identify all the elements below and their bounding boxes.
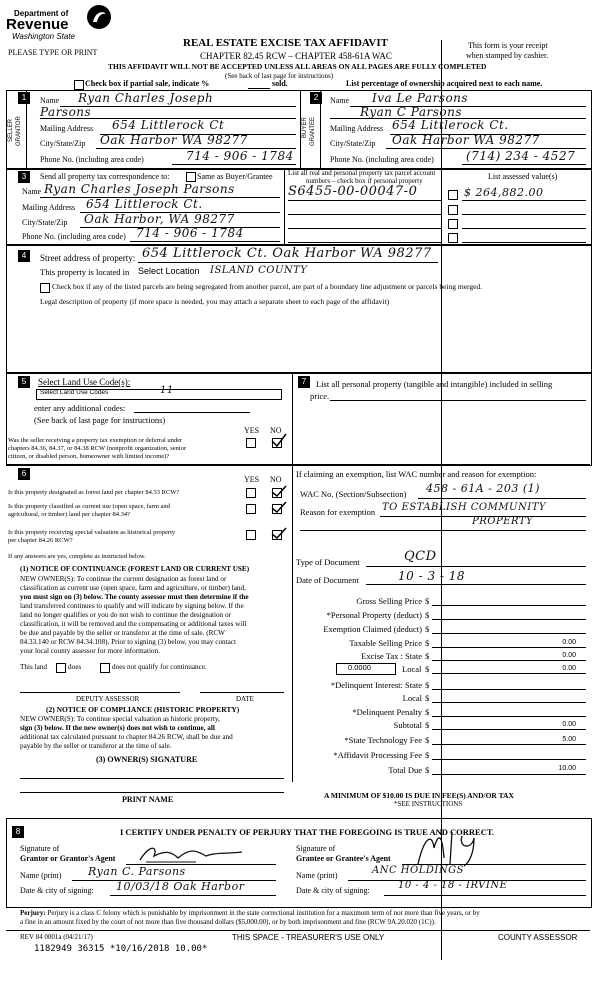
exemption-deduct-line — [432, 633, 586, 634]
affidavit-fee-label: *Affidavit Processing Fee — [333, 750, 422, 760]
parcel-personal-checkbox-4[interactable] — [448, 233, 458, 243]
assessed-line-2 — [462, 214, 586, 215]
grantor-signature[interactable] — [136, 842, 246, 866]
section-6-number: 6 — [18, 468, 30, 480]
current-use-question-1: Is this property classified as current use (open space, farm and — [8, 503, 170, 510]
owner-signature-label: (3) OWNER(S) SIGNATURE — [96, 755, 198, 764]
parcel-line-1 — [288, 200, 442, 201]
doc-type-label: Type of Document — [296, 557, 360, 567]
land-use-no: NO — [270, 426, 282, 435]
subtotal-line — [432, 729, 586, 730]
treasurer-use: THIS SPACE - TREASURER'S USE ONLY — [232, 933, 385, 942]
grantor-date-line — [110, 895, 276, 896]
buyer-phone[interactable]: (714) 234 - 4527 — [466, 149, 576, 163]
list-percentage-note: List percentage of ownership acquired next to each name. — [346, 79, 543, 88]
section-3-number: 3 — [18, 171, 30, 183]
deputy-assessor-label: DEPUTY ASSESSOR — [76, 695, 140, 703]
personal-deduct-line — [432, 619, 586, 620]
exemption-deduct-label: Exemption Claimed (deduct) — [323, 624, 422, 634]
notice-continuance-6: classification, it will be removed and the compensating or additional taxes will — [20, 620, 247, 628]
delinquent-penalty-label: *Delinquent Penalty — [352, 707, 422, 717]
agency-logo-text: Revenue — [6, 16, 69, 33]
notice-continuance-4: land transferred continues to qualify and will indicate by signing below. If the — [20, 602, 244, 610]
delinquent-interest-label: *Delinquent Interest: State — [330, 680, 422, 690]
section-1-number: 1 — [18, 92, 30, 104]
gross-line — [432, 605, 586, 606]
agency-line-3: Washington State — [12, 32, 76, 41]
grantee-date-label: Date & city of signing: — [296, 886, 370, 895]
grantee-sig-label-1: Signature of — [296, 844, 336, 853]
grantor-name[interactable]: Ryan C. Parsons — [88, 865, 186, 878]
left-right-divider — [292, 372, 293, 782]
receipt-note-1: This form is your receipt — [468, 41, 548, 50]
seller-city[interactable]: Oak Harbor WA 98277 — [100, 133, 248, 147]
notice-continuance-8: 84.33.140 or RCW 84.34.108). Prior to signing (3) below, you may contact — [20, 638, 236, 646]
buyer-address-label: Mailing Address — [330, 124, 384, 133]
section-5-number: 5 — [18, 376, 30, 388]
legal-description-area[interactable] — [40, 310, 580, 366]
seller-name-line-1 — [60, 106, 296, 107]
street-label: Street address of property: — [40, 253, 136, 263]
parcel-personal-checkbox-1[interactable] — [448, 190, 458, 200]
assessor-date-label: DATE — [236, 695, 254, 703]
doc-date[interactable]: 10 - 3 - 18 — [398, 569, 466, 583]
receipt-note-2: when stamped by cashier. — [466, 51, 549, 60]
see-back-instructions: (See back of last page for instructions) — [225, 72, 334, 80]
grantee-name-label: Name (print) — [296, 871, 338, 880]
gross-dollar: $ — [425, 596, 430, 606]
seller-city-label: City/State/Zip — [40, 139, 86, 148]
land-use-dropdown-label: Select Land Use Codes — [40, 389, 109, 396]
deputy-assessor-line[interactable] — [20, 692, 180, 693]
doc-date-label: Date of Document — [296, 575, 359, 585]
doc-date-line — [366, 584, 586, 585]
excise-local-line — [432, 673, 586, 674]
notice-continuance-1: NEW OWNER(S): To continue the current designation as forest land or — [20, 575, 227, 583]
grantee-name[interactable]: ANC HOLDINGS — [372, 865, 464, 876]
wac-number[interactable]: 458 - 61A - 203 (1) — [426, 482, 540, 495]
delinquent-local-dollar: $ — [425, 693, 430, 703]
notice-continuance-9: your local county assessor for more information. — [20, 647, 160, 655]
personal-deduct-dollar: $ — [425, 610, 430, 620]
seller-phone-line — [172, 164, 296, 165]
same-as-buyer-label: Same as Buyer/Grantee — [197, 172, 273, 181]
doc-type-line — [366, 566, 586, 567]
notice-continuance-5: land no longer qualifies or you do not wish to continue the designation or — [20, 611, 231, 619]
corr-name[interactable]: Ryan Charles Joseph Parsons — [44, 182, 235, 196]
forest-land-question: Is this property designated as forest land per chapter 84.33 RCW? — [8, 489, 180, 496]
assessed-value[interactable]: $ 264,882.00 — [464, 186, 544, 199]
segregated-label: Check box if any of the listed parcels are being segregated from another parcel, are part of a boundary line adjustment or parcels being merged. — [52, 282, 483, 291]
current-use-yes-checkbox[interactable] — [246, 504, 256, 514]
agency-logo-icon — [86, 4, 112, 30]
see-instructions-note: *SEE INSTRUCTIONS — [394, 800, 463, 808]
corr-phone-line — [130, 241, 280, 242]
assessed-line-1 — [462, 200, 586, 201]
segregated-checkbox[interactable] — [40, 283, 50, 293]
personal-property-line-1: List all personal property (tangible and intangible) included in selling — [316, 379, 553, 389]
excise-state-line — [432, 660, 586, 661]
land-does-checkbox[interactable] — [56, 663, 66, 673]
seller-name-label: Name — [40, 96, 60, 105]
buyer-name-2[interactable]: Ryan C Parsons — [360, 105, 462, 119]
agency-line-1: Department of — [14, 9, 69, 18]
parcel-number[interactable]: S6455-00-00047-0 — [288, 184, 418, 199]
subtotal-value[interactable]: 0.00 — [562, 721, 576, 728]
exemption-claim-label: If claiming an exemption, list WAC number and reason for exemption: — [296, 469, 537, 479]
print-name-label: PRINT NAME — [122, 795, 174, 804]
exemption-question-2: chapters 84.36, 84.37, or 84.38 RCW (nonprofit organization, senior — [8, 445, 187, 452]
buyer-city[interactable]: Oak Harbor WA 98277 — [392, 133, 540, 147]
additional-codes-label: enter any additional codes: — [34, 403, 126, 413]
legal-description-label: Legal description of property (if more space is needed, you may attach a separate sheet to each page of the affidavit) — [40, 297, 390, 306]
notice-compliance-4: payable by the seller or transferor at the time of sale. — [20, 742, 172, 750]
tech-fee-line — [432, 744, 586, 745]
owner-signature-line[interactable] — [20, 778, 284, 779]
form-chapter: CHAPTER 82.45 RCW – CHAPTER 458-61A WAC — [200, 51, 392, 61]
this-land-label: This land — [20, 663, 47, 671]
seller-side-label: SELLER — [8, 118, 14, 142]
seller-address[interactable]: 654 Littlerock Ct — [112, 118, 225, 132]
section-7-number: 7 — [298, 376, 310, 388]
delinquent-penalty-line[interactable] — [432, 716, 586, 717]
grantor-sig-label-1: Signature of — [20, 844, 60, 853]
street-line — [138, 262, 438, 263]
local-rate-value: 0.0000 — [348, 663, 371, 672]
buyer-address[interactable]: 654 Littlerock Ct. — [392, 118, 509, 132]
excise-state-label: Excise Tax : State — [361, 651, 422, 661]
grantor-side-label: GRANTOR — [16, 116, 22, 146]
notice-compliance-2: sign (3) below. If the new owner(s) does not wish to continue, all — [20, 724, 215, 732]
notice-compliance-3: additional tax calculated pursuant to chapter 84.26 RCW, shall be due and — [20, 733, 233, 741]
land-use-yes: YES — [244, 426, 260, 435]
forest-yes-checkbox[interactable] — [246, 488, 256, 498]
buyer-city-label: City/State/Zip — [330, 139, 376, 148]
corr-city-label: City/State/Zip — [22, 218, 68, 227]
please-type: PLEASE TYPE OR PRINT — [8, 48, 98, 57]
corr-address-label: Mailing Address — [22, 203, 76, 212]
excise-local-value[interactable]: 0.00 — [562, 665, 576, 672]
parcel-header-2: numbers – check box if personal property — [306, 177, 423, 185]
corr-city[interactable]: Oak Harbor, WA 98277 — [84, 212, 235, 226]
exemption-no-check-icon — [270, 432, 288, 450]
excise-local-label: Local — [402, 664, 422, 674]
current-use-question-2: agricultural, or timber) land per chapter 84.34? — [8, 511, 131, 518]
assessed-line-3 — [462, 228, 586, 229]
buyer-phone-label: Phone No. (including area code) — [330, 155, 434, 164]
notice-continuance-2: classification as current use (open space, farm and agriculture, or timber) land, — [20, 584, 246, 592]
delinquent-local-label: Local — [402, 693, 422, 703]
tech-fee-dollar: $ — [425, 735, 430, 745]
if-yes-note: If any answers are yes, complete as instructed below. — [8, 553, 146, 560]
seller-phone-label: Phone No. (including area code) — [40, 155, 144, 164]
notice-continuance-3: you must sign on (3) below. The county assessor must then determine if the — [20, 593, 249, 601]
doc-type[interactable]: QCD — [404, 549, 437, 564]
grantee-date-line — [384, 895, 586, 896]
section-3-divider — [284, 168, 285, 244]
historic-yes-checkbox[interactable] — [246, 530, 256, 540]
parcel-line-2 — [288, 214, 442, 215]
subtotal-label: Subtotal — [393, 720, 422, 730]
notice-continuance-7: be due and payable by the seller or transferor at the time of sale. (RCW — [20, 629, 225, 637]
historic-question-2: per chapter 84.26 RCW? — [8, 537, 73, 544]
buyer-phone-line — [462, 164, 586, 165]
located-label: This property is located in — [40, 267, 130, 277]
land-does-not-label: does not qualify for continuance. — [112, 663, 207, 671]
taxable-label: Taxable Selling Price — [349, 638, 422, 648]
grantor-name-label: Name (print) — [20, 871, 62, 880]
corr-address[interactable]: 654 Littlerock Ct. — [86, 197, 203, 211]
delinquent-interest-line[interactable] — [432, 689, 586, 690]
land-does-label: does — [68, 663, 82, 671]
perjury-text-1: Perjury is a class C felony which is punishable by imprisonment in the state correctional institution for a maximum term of not more than five years, or by — [45, 909, 480, 917]
form-title: REAL ESTATE EXCISE TAX AFFIDAVIT — [183, 37, 388, 49]
notice-continuance-title: (1) NOTICE OF CONTINUANCE (FOREST LAND OR CURRENT USE) — [20, 565, 250, 573]
partial-sale-label: Check box if partial sale, indicate % — [85, 79, 210, 88]
grantee-signature[interactable] — [412, 828, 492, 868]
grantee-date[interactable]: 10 - 4 - 18 - IRVINE — [398, 880, 508, 891]
section-8-number: 8 — [12, 826, 24, 838]
exemption-question-3: citizen, or disabled person, homeowner with limited income)? — [8, 453, 170, 460]
property-street[interactable]: 654 Littlerock Ct. Oak Harbor WA 98277 — [142, 246, 432, 261]
notice-compliance-title: (2) NOTICE OF COMPLIANCE (HISTORIC PROPERTY) — [46, 705, 240, 714]
reason-line-1[interactable]: TO ESTABLISH COMMUNITY — [382, 502, 546, 513]
grantee-side-label: GRANTEE — [310, 116, 316, 146]
personal-property-line-2: price. — [310, 391, 330, 401]
section-6-yes: YES — [244, 475, 260, 484]
historic-no-check-icon — [270, 526, 288, 542]
seller-name-1[interactable]: Ryan Charles Joseph — [78, 91, 214, 105]
gross-label: Gross Selling Price — [356, 596, 422, 606]
section-6-no: NO — [270, 475, 282, 484]
land-use-code[interactable]: 11 — [160, 385, 174, 396]
perjury-text-2: a fine in an amount fixed by the court of not more than five thousand dollars ($5,000.00), or by both imprisonment and fine (RCW 9A.20.020 (1C)). — [20, 918, 436, 926]
total-due-label: Total Due — [388, 765, 422, 775]
wac-line — [418, 498, 586, 499]
seller-phone[interactable]: 714 - 906 - 1784 — [186, 149, 294, 163]
minimum-due-note: A MINIMUM OF $10.00 IS DUE IN FEE(S) AND/OR TAX — [324, 791, 514, 800]
affidavit-fee-dollar: $ — [425, 750, 430, 760]
section-2-number: 2 — [310, 92, 322, 104]
total-due-dollar: $ — [425, 765, 430, 775]
owner-print-line[interactable] — [20, 792, 284, 793]
excise-local-dollar: $ — [425, 664, 430, 674]
county-assessor: COUNTY ASSESSOR — [498, 933, 578, 942]
reason-line-extra — [300, 530, 586, 531]
affidavit-fee-line — [432, 759, 586, 760]
seller-name-2[interactable]: Parsons — [40, 105, 92, 119]
section-4-number: 4 — [18, 250, 30, 262]
tech-fee-value[interactable]: 5.00 — [562, 736, 576, 743]
taxable-value[interactable]: 0.00 — [562, 639, 576, 646]
reason-label: Reason for exemption — [300, 507, 376, 517]
send-correspondence-label: Send all property tax correspondence to: — [40, 172, 170, 181]
land-does-not-checkbox[interactable] — [100, 663, 110, 673]
current-use-no-check-icon — [270, 500, 288, 516]
tech-fee-label: *State Technology Fee — [344, 735, 422, 745]
footer-divider — [6, 930, 590, 931]
exemption-question-1: Was the seller receiving a property tax exemption or deferral under — [8, 437, 183, 444]
location-county[interactable]: ISLAND COUNTY — [210, 265, 308, 276]
partial-sale-sold: sold. — [272, 79, 288, 88]
corr-name-label: Name — [22, 187, 42, 196]
assessed-line-4 — [462, 242, 586, 243]
seller-address-label: Mailing Address — [40, 124, 94, 133]
section-6-top-line — [6, 464, 292, 465]
buyer-side-divider — [320, 90, 321, 168]
taxable-line — [432, 647, 586, 648]
rev-number: REV 84 0001a (04/21/17) — [20, 933, 93, 941]
excise-state-dollar: $ — [425, 651, 430, 661]
forest-no-check-icon — [270, 484, 288, 500]
notice-compliance-1: NEW OWNER(S): To continue special valuation as historic property, — [20, 715, 220, 723]
exemption-yes-checkbox[interactable] — [246, 438, 256, 448]
personal-property-line[interactable] — [330, 400, 586, 401]
parcel-personal-checkbox-3[interactable] — [448, 219, 458, 229]
grantor-sig-label-2: Grantor or Grantor's Agent — [20, 854, 116, 863]
parcel-line-3 — [288, 228, 442, 229]
land-use-see-back: (See back of last page for instructions) — [34, 415, 166, 425]
parcel-personal-checkbox-2[interactable] — [448, 205, 458, 215]
buyer-name-label: Name — [330, 96, 350, 105]
corr-phone-label: Phone No. (including area code) — [22, 232, 126, 241]
land-use-label: Select Land Use Code(s): — [38, 377, 131, 387]
parcel-line-4 — [288, 242, 442, 243]
section-1-2-divider — [300, 90, 301, 168]
treasurer-stamp: 1182949 36315 *10/16/2018 10.00* — [34, 944, 208, 954]
grantee-sig-label-2: Grantee or Grantee's Agent — [296, 854, 391, 863]
location-select[interactable]: Select Location — [138, 266, 200, 276]
additional-codes-line[interactable] — [134, 412, 250, 413]
delinquent-local-line[interactable] — [432, 702, 586, 703]
perjury-bold: Perjury: — [20, 909, 46, 917]
buyer-name-1[interactable]: Iva Le Parsons — [372, 91, 469, 105]
perjury-line-1 — [20, 910, 480, 917]
reason-line-2[interactable]: PROPERTY — [472, 516, 534, 527]
grantor-date[interactable]: 10/03/18 Oak Harbor — [116, 880, 245, 893]
assessed-header: List assessed value(s) — [488, 172, 558, 181]
personal-deduct-label: *Personal Property (deduct) — [326, 610, 422, 620]
grantor-date-label: Date & city of signing: — [20, 886, 94, 895]
parcel-header-1: List all real and personal property tax parcel account — [288, 169, 436, 177]
exemption-deduct-dollar: $ — [425, 624, 430, 634]
form-notice: THIS AFFIDAVIT WILL NOT BE ACCEPTED UNLESS ALL AREAS ON ALL PAGES ARE FULLY COMPLETED — [108, 62, 487, 71]
taxable-dollar: $ — [425, 638, 430, 648]
buyer-side-label: BUYER — [302, 117, 308, 138]
right-section-top-line — [292, 464, 590, 465]
partial-sale-percent-line[interactable] — [248, 88, 270, 89]
wac-label: WAC No. (Section/Subsection) — [300, 489, 407, 499]
partial-sale-checkbox[interactable] — [74, 80, 84, 90]
total-due-value[interactable]: 10.00 — [558, 765, 576, 772]
seller-side-divider — [26, 90, 27, 168]
certify-statement: I CERTIFY UNDER PENALTY OF PERJURY THAT THE FOREGOING IS TRUE AND CORRECT. — [120, 827, 495, 837]
delinquent-penalty-dollar: $ — [425, 707, 430, 717]
corr-phone[interactable]: 714 - 906 - 1784 — [136, 226, 244, 240]
assessor-date-line[interactable] — [200, 692, 284, 693]
same-as-buyer-checkbox[interactable] — [186, 172, 196, 182]
excise-state-value[interactable]: 0.00 — [562, 652, 576, 659]
historic-question-1: Is this property receiving special valuation as historical property — [8, 529, 176, 536]
delinquent-interest-dollar: $ — [425, 680, 430, 690]
subtotal-dollar: $ — [425, 720, 430, 730]
total-due-line — [432, 774, 586, 775]
